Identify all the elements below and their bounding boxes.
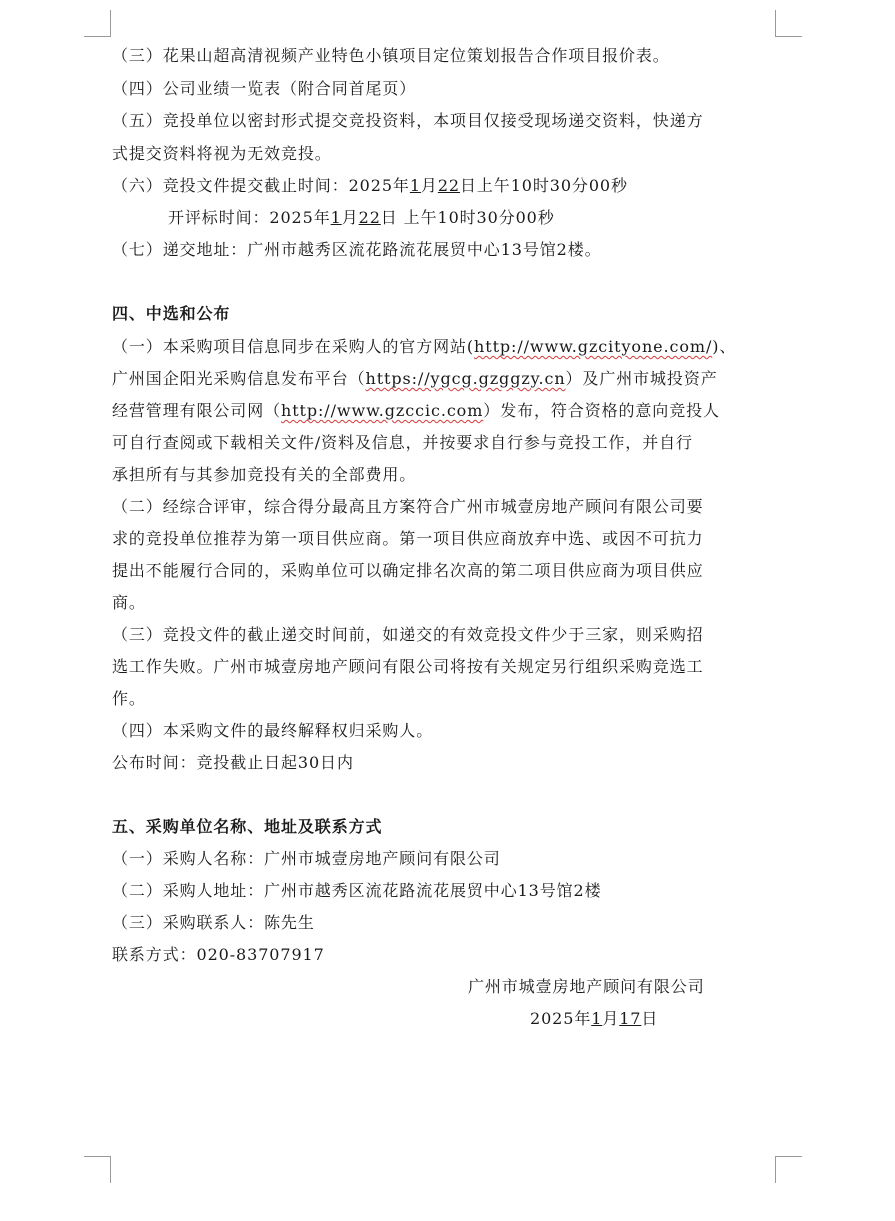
item-5-submission-line-1: （五）竞投单位以密封形式提交竞投资料，本项目仅接受现场递交资料，快递方: [112, 111, 704, 130]
crop-mark-top-left: [84, 10, 111, 37]
item-6-opening-time: 开评标时间：2025年1月22日 上午10时30分00秒: [168, 208, 555, 227]
item-7-address: （七）递交地址：广州市越秀区流花路流花展贸中心13号馆2楼。: [112, 240, 602, 259]
crop-mark-top-right: [775, 10, 802, 37]
purchaser-name: （一）采购人名称：广州市城壹房地产顾问有限公司: [112, 849, 501, 868]
s4-p2-line-4: 商。: [112, 593, 146, 612]
s4-p2-line-3: 提出不能履行合同的，采购单位可以确定排名次高的第二项目供应商为项目供应: [112, 561, 704, 580]
s4-p3-line-2: 选工作失败。广州市城壹房地产顾问有限公司将按有关规定另行组织采购竞选工: [112, 657, 704, 676]
s4-p1-line-1: （一）本采购项目信息同步在采购人的官方网站(http://www.gzcityone.com/)、: [112, 337, 737, 356]
purchaser-address: （二）采购人地址：广州市越秀区流花路流花展贸中心13号馆2楼: [112, 881, 602, 900]
s4-p1-line-2: 广州国企阳光采购信息发布平台（https://ygcg.gzggzy.cn）及广州市城投资产: [112, 369, 718, 388]
contact-phone: 联系方式：020-83707917: [112, 945, 325, 964]
s4-p3-line-1: （三）竞投文件的截止递交时间前，如递交的有效竞投文件少于三家，则采购招: [112, 625, 704, 644]
section-4-heading: 四、中选和公布: [112, 304, 231, 323]
item-3-quote-sheet: （三）花果山超高清视频产业特色小镇项目定位策划报告合作项目报价表。: [112, 46, 670, 65]
gzccic-link[interactable]: http://www.gzccic.com: [281, 401, 484, 420]
official-site-link[interactable]: http://www.gzcityone.com/: [474, 337, 713, 356]
item-5-submission-line-2: 式提交资料将视为无效竞投。: [112, 144, 332, 163]
crop-mark-bottom-left: [84, 1156, 111, 1183]
s4-p2-line-2: 求的竞投单位推荐为第一项目供应商。第一项目供应商放弃中选、或因不可抗力: [112, 529, 704, 548]
crop-mark-bottom-right: [775, 1156, 802, 1183]
s4-p1-line-5: 承担所有与其参加竞投有关的全部费用。: [112, 465, 417, 484]
item-6-deadline: （六）竞投文件提交截止时间：2025年1月22日上午10时30分00秒: [112, 176, 628, 195]
s4-p2-line-1: （二）经综合评审，综合得分最高且方案符合广州市城壹房地产顾问有限公司要: [112, 497, 704, 516]
s4-p1-line-4: 可自行查阅或下载相关文件/资料及信息，并按要求自行参与竞投工作，并自行: [112, 433, 693, 452]
section-5-heading: 五、采购单位名称、地址及联系方式: [112, 817, 383, 836]
s4-p3-line-3: 作。: [112, 689, 146, 708]
sunshine-platform-link[interactable]: https://ygcg.gzggzy.cn: [365, 369, 566, 388]
s4-p4: （四）本采购文件的最终解释权归采购人。: [112, 721, 434, 740]
purchaser-contact: （三）采购联系人：陈先生: [112, 913, 315, 932]
signature-company: 广州市城壹房地产顾问有限公司: [468, 977, 705, 996]
signature-date: 2025年1月17日: [530, 1009, 659, 1028]
s4-p1-line-3: 经营管理有限公司网（http://www.gzccic.com）发布，符合资格的意向竞投人: [112, 401, 720, 420]
s4-publish-time: 公布时间：竞投截止日起30日内: [112, 753, 354, 772]
item-4-performance-list: （四）公司业绩一览表（附合同首尾页）: [112, 79, 417, 98]
